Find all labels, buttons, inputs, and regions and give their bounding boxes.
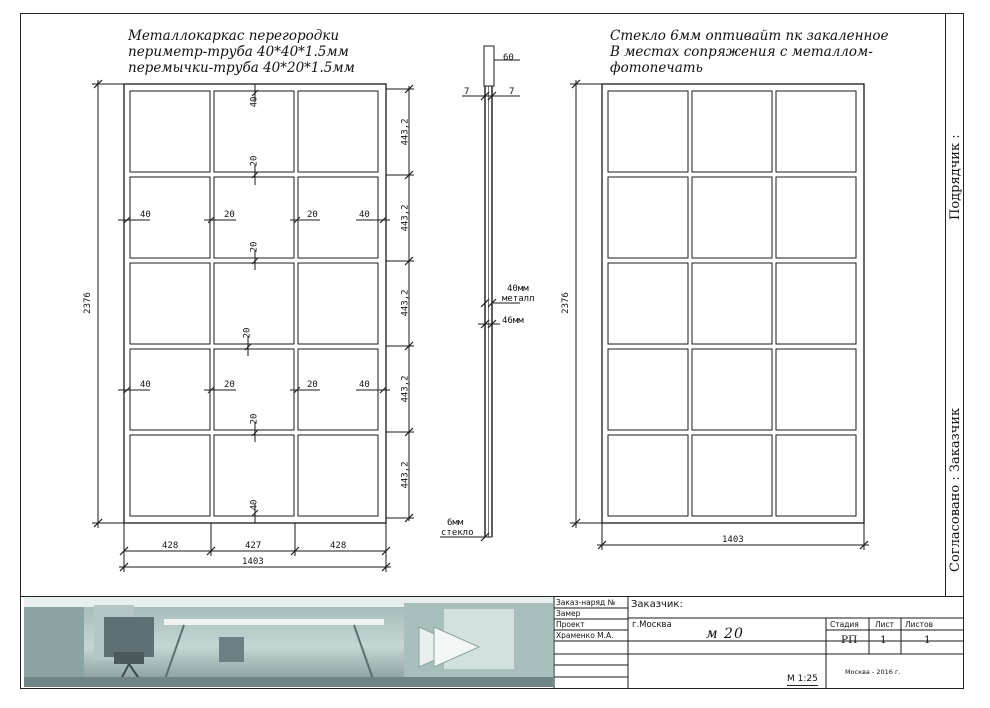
mullion-20-row2: 20 [249,241,260,253]
side-40-a: 40 [140,210,151,220]
side-40-d: 40 [359,380,370,390]
section-metal-label-1: 40мм [507,284,529,294]
right-width-label: 1403 [722,535,744,545]
sheets-value: 1 [924,634,931,646]
left-note-line-3: перемычки-труба 40*20*1.5мм [128,60,355,76]
stage-value: РП [841,634,858,646]
mullion-20-b: 20 [307,210,318,220]
right-note-line-2: В местах сопряжения с металлом- [610,44,873,60]
section-total-label: 46мм [502,316,524,326]
left-note-line-1: Металлокаркас перегородки [128,28,340,44]
designer-name: Храменко М.А. [556,631,614,640]
order-label: Заказ-наряд № [556,598,616,607]
measure-label: Замер [556,609,581,618]
place-year: Москва - 2016 г. [845,668,901,676]
section-side-left: 7 [464,87,470,97]
left-col-width-2: 427 [245,541,262,551]
left-col-width-1: 428 [162,541,179,551]
left-width-label: 1403 [242,557,264,567]
left-row-height-3: 443,2 [400,289,411,317]
contractor-label: Подрядчик : [948,134,963,220]
sheets-header: Листов [905,620,934,629]
left-row-height-2: 443,2 [400,204,411,232]
left-row-height-5: 443,2 [400,461,411,489]
mullion-20-row4: 20 [249,413,260,425]
side-40-b: 40 [359,210,370,220]
right-note-line-1: Стекло 6мм оптивайт пк закаленное [610,28,889,44]
left-note-line-2: периметр-труба 40*40*1.5мм [128,44,349,60]
section-top-width: 60 [503,53,514,63]
left-col-width-3: 428 [330,541,347,551]
mullion-20-c: 20 [224,380,235,390]
mullion-20-row1: 20 [249,155,260,167]
mullion-top-40: 40 [249,96,260,108]
sheet-value: 1 [880,634,887,646]
side-40-c: 40 [140,380,151,390]
left-row-height-4: 443,2 [400,375,411,403]
right-height-label: 2376 [560,292,571,314]
mullion-20-row3: 20 [242,327,253,339]
mullion-20-a: 20 [224,210,235,220]
approved-label: Согласовано : Заказчик [948,407,963,572]
section-side-right: 7 [509,87,515,97]
drawing-code: м 20 [706,626,744,642]
scale-label: М 1:25 [787,674,818,684]
section-metal-label-2: металл [502,294,535,304]
section-glass-label-2: стекло [441,528,474,538]
stage-header: Стадия [830,620,859,629]
sheet-header: Лист [875,620,895,629]
mullion-20-d: 20 [307,380,318,390]
mullion-bottom-40: 40 [249,499,260,511]
city-label: г.Москва [632,620,672,630]
left-height-label: 2376 [82,292,93,314]
section-glass-label-1: 6мм [447,518,464,528]
project-label: Проект [556,620,585,629]
customer-label: Заказчик: [631,599,683,610]
right-note-line-3: фотопечать [610,60,703,76]
left-row-height-1: 443,2 [400,118,411,146]
